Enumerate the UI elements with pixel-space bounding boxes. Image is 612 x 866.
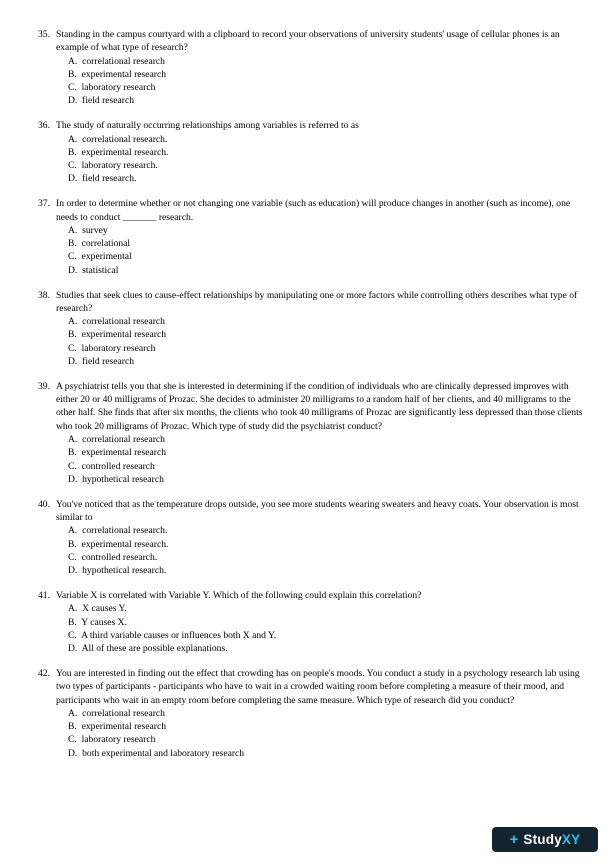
option-a[interactable]: A. survey bbox=[68, 224, 108, 236]
question-stem: You've noticed that as the temperature drops outside, you see more students wearing sweaters and heavy coats. Your observation is most similar to bbox=[56, 498, 579, 523]
brand-accent: XY bbox=[561, 832, 581, 847]
option-b[interactable]: B. experimental research bbox=[68, 447, 167, 459]
question-options bbox=[56, 55, 586, 108]
question-stem: Standing in the campus courtyard with a clipboard to record your observations of university students' usage of cellular phones is an example of what type of research? bbox=[56, 29, 560, 54]
question-body bbox=[56, 119, 586, 185]
option-b[interactable]: B. Y causes X. bbox=[68, 616, 127, 628]
option-b[interactable]: B. experimental research. bbox=[68, 538, 169, 550]
question-item bbox=[30, 119, 586, 185]
question-number: 41. bbox=[38, 589, 50, 601]
option-d[interactable]: D. field research. bbox=[68, 173, 137, 185]
question-body bbox=[56, 289, 586, 369]
option-a[interactable]: A. correlational research bbox=[68, 55, 165, 67]
option-b[interactable]: B. correlational bbox=[68, 238, 131, 250]
option-c[interactable]: C. experimental bbox=[68, 251, 132, 263]
option-a[interactable]: A. correlational research. bbox=[68, 133, 168, 145]
brand-main: Study bbox=[523, 832, 562, 847]
option-c[interactable]: C. A third variable causes or influences both X and Y. bbox=[68, 629, 277, 641]
question-item bbox=[30, 197, 586, 277]
question-stem: Studies that seek clues to cause-effect relationships by manipulating one or more factors while controlling others describes what type of research? bbox=[56, 289, 578, 314]
question-body bbox=[56, 589, 586, 655]
question-number: 38. bbox=[38, 289, 50, 301]
question-number: 40. bbox=[38, 498, 50, 510]
question-item bbox=[30, 667, 586, 760]
question-stem: A psychiatrist tells you that she is interested in determining if the condition of individuals who are clinically depressed improves with either 20 or 40 milligrams of Prozac. She decides to administer 20 milligrams to a random half of her clients, and 40 milligrams to the other half. She finds that after six months, the clients who took 40 milligrams of Prozac are significantly less depressed than those clients who took 20 milligrams of Prozac. Which type of study did the psychiatrist conduct? bbox=[56, 380, 583, 432]
option-b[interactable]: B. experimental research bbox=[68, 721, 167, 733]
question-number: 37. bbox=[38, 198, 50, 210]
option-d[interactable]: D. field research bbox=[68, 95, 135, 107]
question-number: 35. bbox=[38, 29, 50, 40]
question-stem: In order to determine whether or not changing one variable (such as education) will produce changes in another (such as income), one needs to conduct _______ research. bbox=[56, 198, 571, 223]
question-number: 42. bbox=[38, 667, 50, 679]
question-options bbox=[56, 602, 586, 655]
plus-icon: + bbox=[509, 831, 519, 848]
question-options bbox=[56, 133, 586, 186]
question-stem: The study of naturally occurring relationships among variables is referred to as bbox=[56, 120, 359, 132]
question-options bbox=[56, 524, 586, 577]
option-b[interactable]: B. experimental research. bbox=[68, 146, 169, 158]
question-options bbox=[56, 315, 586, 368]
question-item bbox=[30, 589, 586, 655]
option-d[interactable]: D. All of these are possible explanations. bbox=[68, 643, 228, 655]
option-d[interactable]: D. hypothetical research. bbox=[68, 565, 167, 577]
question-stem: You are interested in finding out the effect that crowding has on people's moods. You conduct a study in a psychology research lab using two types of participants - participants who have to wait in a crowded waiting room before completing a measure of their mood, and participants who wait in an empty room before completing the same measure. Which type of research did you conduct? bbox=[56, 667, 580, 706]
option-c[interactable]: C. controlled research. bbox=[68, 551, 158, 563]
question-body bbox=[56, 667, 586, 760]
option-c[interactable]: C. laboratory research bbox=[68, 734, 156, 746]
question-body bbox=[56, 498, 586, 578]
question-body bbox=[56, 380, 586, 486]
option-d[interactable]: D. hypothetical research bbox=[68, 473, 164, 485]
question-body bbox=[56, 197, 586, 277]
question-options bbox=[56, 433, 586, 486]
option-a[interactable]: A. correlational research bbox=[68, 434, 165, 446]
option-b[interactable]: B. experimental research bbox=[68, 329, 167, 341]
option-a[interactable]: A. correlational research. bbox=[68, 525, 168, 537]
question-number: 39. bbox=[38, 380, 50, 392]
question-options bbox=[56, 707, 586, 760]
question-number: 36. bbox=[38, 120, 50, 132]
question-item bbox=[30, 380, 586, 486]
option-d[interactable]: D. both experimental and laboratory research bbox=[68, 747, 245, 759]
brand-label bbox=[523, 832, 580, 847]
option-b[interactable]: B. experimental research bbox=[68, 68, 167, 80]
option-c[interactable]: C. laboratory research bbox=[68, 82, 156, 94]
question-item bbox=[30, 498, 586, 578]
option-c[interactable]: C. laboratory research bbox=[68, 342, 156, 354]
studyxy-watermark bbox=[492, 827, 598, 852]
option-a[interactable]: A. X causes Y. bbox=[68, 603, 127, 615]
question-item bbox=[30, 289, 586, 369]
option-a[interactable]: A. correlational research bbox=[68, 316, 165, 328]
option-c[interactable]: C. laboratory research. bbox=[68, 160, 158, 172]
question-options bbox=[56, 224, 586, 277]
question-item bbox=[30, 28, 586, 108]
question-list bbox=[30, 28, 586, 772]
question-stem: Variable X is correlated with Variable Y. Which of the following could explain this correlation? bbox=[56, 589, 422, 601]
option-d[interactable]: D. field research bbox=[68, 356, 135, 368]
option-a[interactable]: A. correlational research bbox=[68, 707, 165, 719]
option-c[interactable]: C. controlled research bbox=[68, 460, 155, 472]
question-body bbox=[56, 28, 586, 108]
option-d[interactable]: D. statistical bbox=[68, 264, 119, 276]
